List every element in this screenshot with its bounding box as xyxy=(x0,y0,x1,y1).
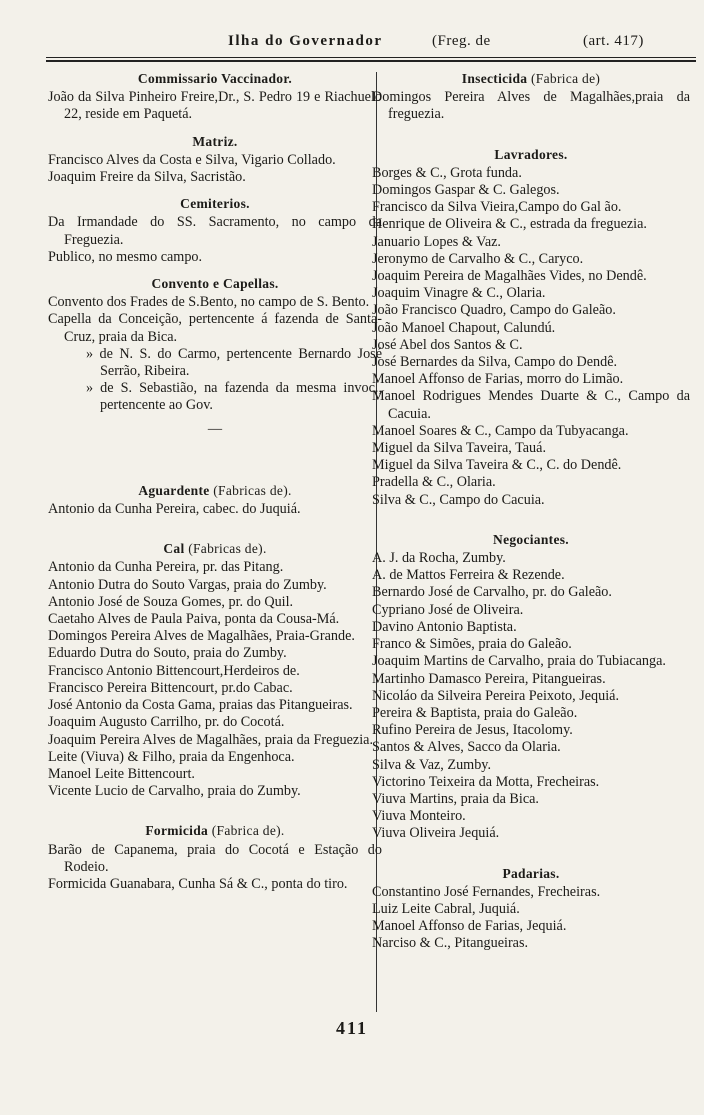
directory-entry: A. J. da Rocha, Zumby. xyxy=(372,550,506,567)
directory-entry: Constantino José Fernandes, Frecheiras. xyxy=(372,883,601,900)
directory-entry: Victorino Teixeira da Motta, Frecheiras. xyxy=(372,773,600,790)
directory-entry: Antonio da Cunha Pereira, pr. das Pitang. xyxy=(48,559,284,576)
directory-entry: Narciso & C., Pitangueiras. xyxy=(372,935,529,952)
section-heading: Commissario Vaccinador. xyxy=(137,71,293,86)
directory-entry: João Francisco Quadro, Campo do Galeão. xyxy=(372,302,616,319)
directory-entry: Miguel da Silva Taveira, Tauá. xyxy=(372,440,546,457)
directory-entry: Rufino Pereira de Jesus, Itacolomy. xyxy=(372,722,573,739)
directory-section xyxy=(48,133,382,187)
directory-entry: Francisco Alves da Costa e Silva, Vigario Collado. xyxy=(48,151,336,168)
section-heading: Convento e Capellas. xyxy=(151,276,279,292)
directory-entry: Miguel da Silva Taveira & C., C. do Dendê. xyxy=(372,457,622,474)
directory-entry: Domingos Gaspar & C. Galegos. xyxy=(372,182,560,199)
header-rule-thick xyxy=(46,60,696,62)
directory-entry: Joaquim Vinagre & C., Olaria. xyxy=(372,285,546,302)
directory-section xyxy=(48,482,382,518)
section-note: (Fabricas de). xyxy=(184,541,267,557)
directory-section xyxy=(48,540,382,800)
directory-entry: Santos & Alves, Sacco da Olaria. xyxy=(372,739,561,756)
directory-entry: Januario Lopes & Vaz. xyxy=(372,233,501,250)
directory-entry: Viuva Monteiro. xyxy=(372,808,466,825)
parish-label: (Freg. de xyxy=(432,33,491,49)
directory-entry: Cypriano José de Oliveira. xyxy=(372,601,524,618)
section-dash: — xyxy=(207,420,223,437)
directory-entry: Joaquim Martins de Carvalho, praia do Tubiacanga. xyxy=(372,653,666,670)
section-note: (Fabrica de). xyxy=(208,823,285,839)
directory-entry: Manoel Affonso de Farias, Jequiá. xyxy=(372,918,567,935)
directory-entry: João da Silva Pinheiro Freire,Dr., S. Pedro 19 e Riachuelo 22, reside em Paquetá. xyxy=(48,89,382,123)
directory-entry: Luiz Leite Cabral, Juquiá. xyxy=(372,900,520,917)
directory-entry: Borges & C., Grota funda. xyxy=(372,164,522,181)
article-number: (art. 417) xyxy=(583,33,644,49)
section-heading: Negociantes. xyxy=(493,531,569,547)
directory-entry: Capella da Conceição, pertencente á fazenda de Santa-Cruz, praia da Bica. xyxy=(48,311,382,345)
directory-entry: Viuva Oliveira Jequiá. xyxy=(372,825,500,842)
directory-entry: Eduardo Dutra do Souto, praia do Zumby. xyxy=(48,645,287,662)
directory-entry: Vicente Lucio de Carvalho, praia do Zumby. xyxy=(48,783,301,800)
section-heading: Padarias. xyxy=(502,865,560,881)
directory-entry: Martinho Damasco Pereira, Pitangueiras. xyxy=(372,670,606,687)
directory-entry: Bernardo José de Carvalho, pr. do Galeão. xyxy=(372,584,612,601)
directory-entry: Francisco Antonio Bittencourt,Herdeiros de. xyxy=(48,662,300,679)
directory-entry: Henrique de Oliveira & C., estrada da freguezia. xyxy=(372,216,647,233)
directory-entry: Antonio José de Souza Gomes, pr. do Quil. xyxy=(48,593,294,610)
directory-entry: Joaquim Pereira de Magalhães Vides, no Dendê. xyxy=(372,268,647,285)
header-rule xyxy=(46,57,696,58)
directory-entry: Franco & Simões, praia do Galeão. xyxy=(372,636,572,653)
directory-entry: José Antonio da Costa Gama, praias das Pitangueiras. xyxy=(48,697,353,714)
page-title: Ilha do Governador xyxy=(228,33,383,49)
directory-section xyxy=(48,822,382,893)
directory-section xyxy=(372,531,690,843)
directory-section xyxy=(372,70,690,124)
directory-subentry: » de S. Sebastião, na fazenda da mesma invoc., pertencente ao Gov. xyxy=(86,380,382,414)
directory-entry: João Manoel Chapout, Calundú. xyxy=(372,319,556,336)
directory-entry: José Abel dos Santos & C. xyxy=(372,336,523,353)
directory-subentry: » de N. S. do Carmo, pertencente Bernardo José Serrão, Ribeira. xyxy=(86,345,382,380)
directory-entry: José Bernardes da Silva, Campo do Dendê. xyxy=(372,354,618,371)
directory-entry: Viuva Martins, praia da Bica. xyxy=(372,790,539,807)
directory-entry: Antonio Dutra do Souto Vargas, praia do Zumby. xyxy=(48,576,327,593)
directory-entry: Silva & C., Campo do Cacuia. xyxy=(372,491,545,508)
directory-entry: Manoel Soares & C., Campo da Tubyacanga. xyxy=(372,422,629,439)
section-heading: Matriz. xyxy=(192,133,238,149)
directory-entry: Caetaho Alves de Paula Paiva, ponta da Cousa-Má. xyxy=(48,611,340,628)
directory-section xyxy=(372,865,690,953)
left-column xyxy=(48,70,382,902)
directory-entry: Francisco Pereira Bittencourt, pr.do Cabac. xyxy=(48,679,293,696)
directory-entry: Publico, no mesmo campo. xyxy=(48,248,203,265)
section-heading: Lavradores. xyxy=(494,146,568,162)
directory-entry: Manoel Leite Bittencourt. xyxy=(48,765,195,782)
directory-entry: Joaquim Pereira Alves de Magalhães, praia da Freguezia. xyxy=(48,731,374,748)
section-note: (Fabricas de). xyxy=(209,482,292,498)
section-heading: Cal (Fabricas de). xyxy=(163,541,267,557)
directory-section xyxy=(48,70,382,124)
directory-entry: A. de Mattos Ferreira & Rezende. xyxy=(372,567,565,584)
directory-entry: Nicoláo da Silveira Pereira Peixoto, Jequiá. xyxy=(372,687,620,704)
directory-entry: Leite (Viuva) & Filho, praia da Engenhoca. xyxy=(48,748,295,765)
directory-entry: Antonio da Cunha Pereira, cabec. do Juquiá. xyxy=(48,501,301,518)
directory-entry: Jeronymo de Carvalho & C., Caryco. xyxy=(372,250,584,267)
directory-entry: Domingos Pereira Alves de Magalhães,praia da freguezia. xyxy=(372,89,690,123)
section-heading: Aguardente (Fabricas de). xyxy=(138,482,292,498)
directory-entry: Pereira & Baptista, praia do Galeão. xyxy=(372,704,578,721)
directory-section xyxy=(48,275,382,438)
section-heading: Cemiterios. xyxy=(180,196,250,212)
directory-entry: Manoel Affonso de Farias, morro do Limão. xyxy=(372,371,624,388)
page-number: 411 xyxy=(335,1018,368,1038)
directory-entry: Pradella & C., Olaria. xyxy=(372,474,496,491)
right-column xyxy=(372,70,690,962)
section-heading: Insecticida (Fabrica de) xyxy=(461,71,601,86)
directory-entry: Davino Antonio Baptista. xyxy=(372,618,517,635)
section-note: (Fabrica de) xyxy=(527,71,601,86)
section-heading: Formicida (Fabrica de). xyxy=(145,823,285,839)
directory-section xyxy=(372,146,690,509)
directory-entry: Francisco da Silva Vieira,Campo do Gal ão. xyxy=(372,199,622,216)
directory-entry: Joaquim Augusto Carrilho, pr. do Cocotá. xyxy=(48,714,285,731)
directory-entry: Domingos Pereira Alves de Magalhães, Praia-Grande. xyxy=(48,628,355,645)
directory-entry: Barão de Capanema, praia do Cocotá e Estação do Rodeio. xyxy=(48,841,382,875)
directory-entry: Da Irmandade do SS. Sacramento, no campo da Freguezia. xyxy=(48,214,382,248)
directory-entry: Joaquim Freire da Silva, Sacristão. xyxy=(48,169,246,186)
directory-entry: Manoel Rodrigues Mendes Duarte & C., Campo da Cacuia. xyxy=(372,388,690,422)
directory-entry: Convento dos Frades de S.Bento, no campo de S. Bento. xyxy=(48,294,370,311)
page-header xyxy=(0,30,704,54)
directory-entry: Formicida Guanabara, Cunha Sá & C., ponta do tiro. xyxy=(48,875,348,892)
directory-entry: Silva & Vaz, Zumby. xyxy=(372,756,492,773)
directory-section xyxy=(48,195,382,266)
